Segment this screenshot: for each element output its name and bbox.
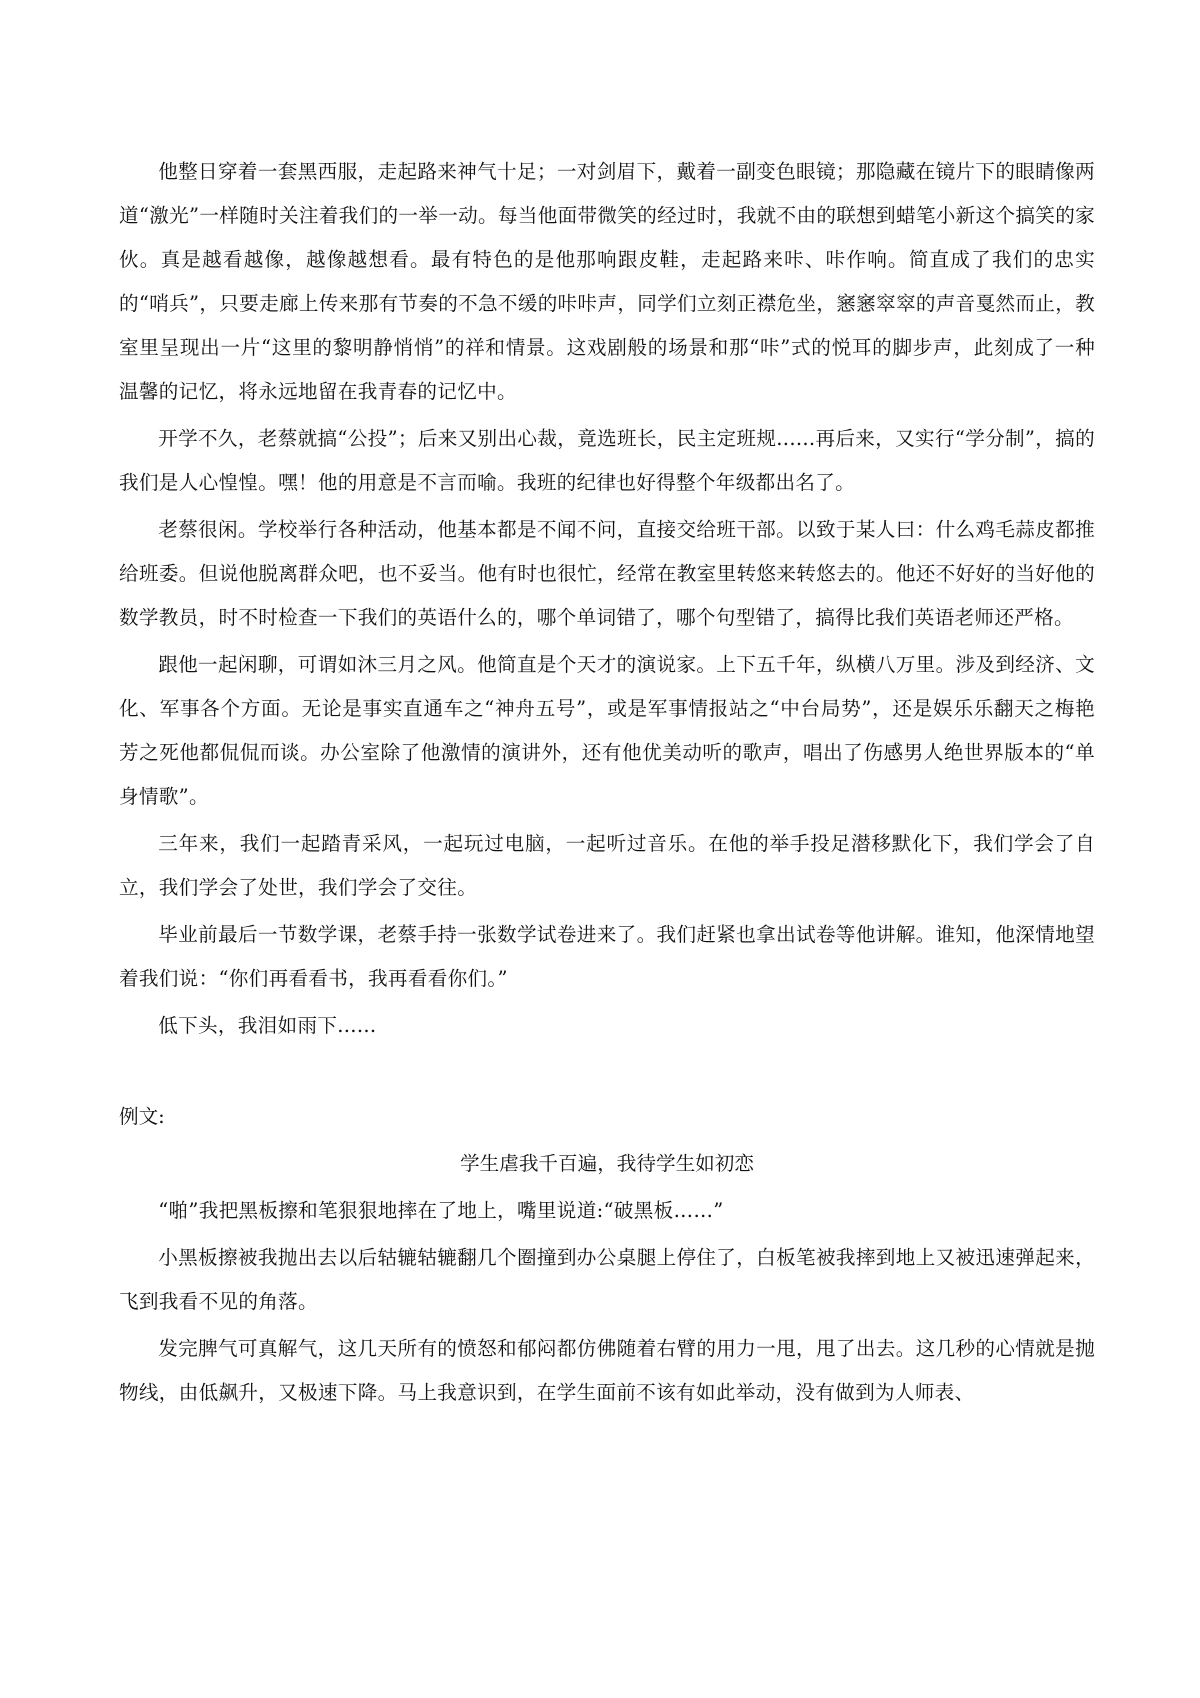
paragraph: 他整日穿着一套黑西服，走起路来神气十足；一对剑眉下，戴着一副变色眼镜；那隐藏在镜片下的眼睛像两道“激光”一样随时关注着我们的一举一动。每当他面带微笑的经过时，我就不由的联想到蜡笔小新这个搞笑的家伙。真是越看越像，越像越想看。最有特色的是他那响跟皮鞋，走起路来咔、咔作响。简直成了我们的忠实的“哨兵”，只要走廊上传来那有节奏的不急不缓的咔咔声，同学们立刻正襟危坐，窸窸窣窣的声音戛然而止，教室里呈现出一片“这里的黎明静悄悄”的祥和情景。这戏剧般的场景和那“咔”式的悦耳的脚步声，此刻成了一种温馨的记忆，将永远地留在我青春的记忆中。 (119, 160, 1095, 403)
section-spacer (119, 1051, 1095, 1095)
example-label: 例文: (119, 1105, 165, 1128)
example-title: 学生虐我千百遍，我待学生如初恋 (460, 1152, 754, 1175)
document-body (119, 150, 1095, 1418)
paragraph: 开学不久，老蔡就搞“公投”；后来又别出心裁，竟选班长，民主定班规......再后来，又实行“学分制”，搞的我们是人心惶惶。嘿！他的用意是不言而喻。我班的纪律也好得整个年级都出名了。 (119, 427, 1095, 494)
example-paragraph: “啪”我把黑板擦和笔狠狠地摔在了地上，嘴里说道:“破黑板……” (158, 1199, 724, 1222)
example-paragraph: 小黑板擦被我抛出去以后轱辘轱辘翻几个圈撞到办公桌腿上停住了，白板笔被我摔到地上又被迅速弹起来，飞到我看不见的角落。 (119, 1246, 1095, 1313)
paragraph: 老蔡很闲。学校举行各种活动，他基本都是不闻不问，直接交给班干部。以致于某人曰：什么鸡毛蒜皮都推给班委。但说他脱离群众吧，也不妥当。他有时也很忙，经常在教室里转悠来转悠去的。他还不好好的当好他的数学教员，时不时检查一下我们的英语什么的，哪个单词错了，哪个句型错了，搞得比我们英语老师还严格。 (119, 518, 1095, 629)
paragraph: 低下头，我泪如雨下...... (158, 1014, 377, 1037)
paragraph: 跟他一起闲聊，可谓如沐三月之风。他简直是个天才的演说家。上下五千年，纵横八万里。涉及到经济、文化、军事各个方面。无论是事实直通车之“神舟五号”，或是军事情报站之“中台局势”，还是娱乐乐翻天之梅艳芳之死他都侃侃而谈。办公室除了他激情的演讲外，还有他优美动听的歌声，唱出了伤感男人绝世界版本的“单身情歌”。 (119, 653, 1095, 808)
paragraph: 毕业前最后一节数学课，老蔡手持一张数学试卷进来了。我们赶紧也拿出试卷等他讲解。谁知，他深情地望着我们说：“你们再看看书，我再看看你们。” (119, 923, 1095, 990)
example-paragraph: 发完脾气可真解气，这几天所有的愤怒和郁闷都仿佛随着右臂的用力一甩，甩了出去。这几秒的心情就是抛物线，由低飙升，又极速下降。马上我意识到，在学生面前不该有如此举动，没有做到为人师表、 (119, 1337, 1095, 1404)
paragraph: 三年来，我们一起踏青采风，一起玩过电脑，一起听过音乐。在他的举手投足潜移默化下，我们学会了自立，我们学会了处世，我们学会了交往。 (119, 832, 1095, 899)
